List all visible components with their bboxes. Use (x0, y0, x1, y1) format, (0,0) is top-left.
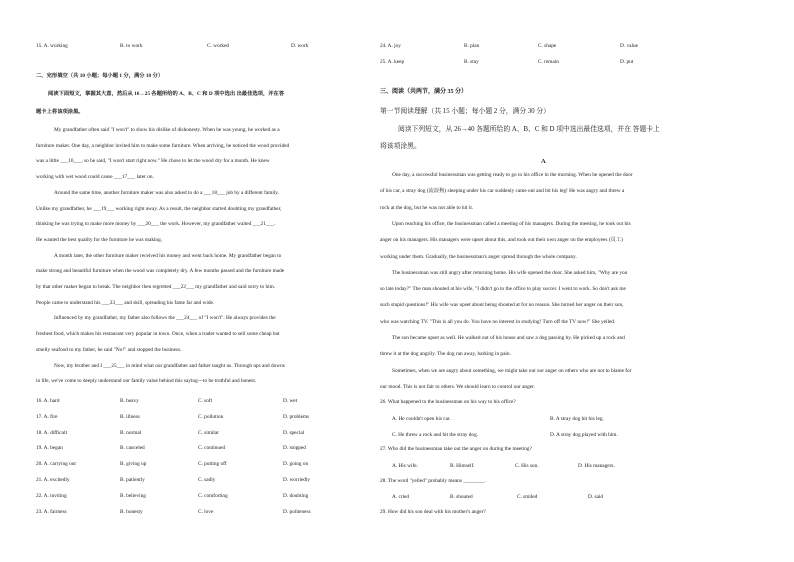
question-29: 29. How did his son deal with his mother's anger? (380, 509, 486, 515)
option-text: D. value (620, 43, 638, 49)
passage-line: threw it at the dog angrily. The dog ran away, barking in pain. (380, 351, 511, 358)
option-text: C. worked (207, 43, 230, 49)
section-instructions: 题卡上将该项涂黑。 (36, 109, 84, 115)
passage-line: Sometimes, when we are angry about something, we might take out our anger on others who are not to blame for (392, 367, 632, 374)
section-instructions: 将该项涂黑。 (380, 143, 421, 150)
section-title: 三、阅读（共两节，满分 35 分） (380, 89, 468, 95)
option-text: A. His wife. (392, 463, 418, 469)
option-text: C. putting off (198, 461, 227, 468)
option-text: C. smiled (517, 494, 538, 500)
passage-line: working under them. Gradually, the businessman's anger spread through the whole company. (380, 253, 577, 260)
option-text: 15. A. working (36, 43, 68, 49)
passage-line: The businessman was still angry after returning home. His wife opened the door. She asked him, "Why are you (392, 269, 628, 276)
passage-line: rock at the dog, but he was not able to hit it. (380, 204, 474, 211)
passage-line: smelly seafood to my father, he said "No!" and stopped the business. (36, 346, 182, 353)
passage-letter: A (541, 158, 546, 165)
option-text: 25. A. keep (380, 59, 405, 65)
passage-line: The son became upset as well. He walked out of his house and saw a dog passing by. He picked up a rock and (392, 335, 625, 341)
option-text: B. patiently (120, 477, 145, 483)
passage-line: working with wet wood could cause ___17___ later on. (36, 174, 154, 181)
option-text: C. shape (538, 43, 557, 49)
option-text: C. love (198, 508, 214, 515)
option-text: B. stay (464, 59, 479, 65)
passage-line: by that other maker began to break. The neighbor then regretted ___22___ my grandfather and said sorry to him. (36, 284, 276, 290)
option-text: 20. A. carrying out (36, 461, 76, 468)
section-subtitle: 第一节阅读理解（共 15 小题；每小题 2 分，满分 30 分） (380, 108, 550, 115)
passage-line: One day, a successful businessman was getting ready to go to his office in the morning. When he opened the door (392, 172, 633, 178)
option-text: D. worriedly (283, 477, 311, 483)
option-text: D. going on (283, 461, 309, 468)
option-text: B. normal (120, 429, 142, 436)
option-text: 24. A. joy (380, 43, 401, 49)
option-text: C. comforting (198, 492, 228, 499)
option-text: D. wet (283, 398, 298, 404)
option-text: D. work (291, 43, 309, 49)
section-instructions: 阅读下列短文，从 26→40 各题所给的 A、B、C 和 D 项中选出最佳选项，并在 答题卡上 (398, 126, 660, 133)
passage-line: freshest food, which makes his restaurant very popular in town. Once, when a trader wanted to sell some cheap but (36, 331, 280, 338)
section-title: 二、完形填空（共 10 小题；每小题 1 分，满分 10 分） (36, 73, 164, 79)
passage-line: People came to understand his ___23___ and skill, spreading his fame far and wide. (36, 299, 215, 306)
section-instructions: 阅读下面短文，掌握其大意，然后从 16→25 各题所给的 A、B、C 和 D 项中选出 出最佳选项，并在答 (48, 91, 285, 97)
option-text: B. shouted (450, 494, 473, 500)
passage-line: My grandfather often said "I won't" to show his dislike of dishonesty. When he was young, he worked as a (54, 127, 280, 133)
passage-line: anger on his managers. His managers were upset about this, and took out their own anger on the employees (员工) (380, 237, 623, 244)
question-28: 28. The word "yelled" probably means ________. (380, 478, 486, 484)
passage-line: furniture maker. One day, a neighbor invited him to make some furniture. When arriving, he noticed the wood provided (36, 142, 290, 149)
option-text: C. He threw a rock and hit the stray dog. (392, 432, 479, 438)
passage-line: of his car, a stray dog (流浪狗) sleeping under his car suddenly came out and bit his leg! He was angry and threw a (380, 188, 625, 195)
option-text: D. said (588, 494, 604, 500)
option-text: 18. A. difficult (36, 429, 68, 436)
passage-line: Upon reaching his office, the businessman called a meeting of his managers. During the meeting, he took out his (392, 220, 631, 227)
option-text: B. plan (464, 43, 480, 49)
passage-line: so late today?" The man shouted at his wife, "I didn't go to the office to play soccer. I went to work. So don't ask me (380, 286, 626, 293)
option-text: D. problems (283, 413, 310, 420)
option-text: A. cried (392, 494, 410, 500)
option-text: B. honesty (120, 508, 143, 515)
passage-line: such stupid questions!" His wife was upset about being shouted at for no reason. She turned her anger on their son, (380, 302, 624, 309)
option-text: D. put (620, 59, 634, 65)
option-text: 19. A. began (36, 445, 63, 452)
option-text: C. soft (198, 398, 213, 404)
option-text: D. doubting (283, 492, 309, 499)
option-text: C. continued (198, 445, 226, 452)
passage-line: was a little ___16___, so he said, "I won't start right now." He chose to let the wood dry for a month. He knew (36, 158, 270, 165)
option-text: B. giving up (120, 461, 147, 468)
option-text: A. He couldn't open his car. (392, 416, 451, 422)
passage-line: Unlike my grandfather, he ___19___ working right away. As a result, the neighbor started doubting my grandfather, (36, 205, 282, 212)
option-text: B. Himself. (450, 463, 475, 469)
passage-line: thinking he was trying to make more money by ___20___ the work. However, my grandfather waited ___21___. (36, 221, 276, 228)
option-text: D. His managers. (578, 463, 615, 469)
option-text: C. pollution (198, 413, 224, 420)
option-text: D. stopped (283, 445, 306, 452)
passage-line: in life, we've come to deeply understand our family value behind this saying—to be truthful and honest. (36, 378, 257, 385)
option-text: D. special (283, 429, 305, 436)
passage-line: make strong and beautiful furniture when the wood was completely dry. A few months passed and the furniture made (36, 268, 285, 275)
option-text: B. A stray dog bit his leg. (550, 416, 604, 422)
option-text: C. His son. (515, 463, 539, 469)
passage-line: who was watching TV. "This is all you do. You have no interest in studying! Turn off the TV now!" She yelled. (380, 318, 616, 325)
option-text: B. heavy (120, 398, 139, 404)
option-text: B. illness (120, 413, 140, 420)
option-text: B. believing (120, 492, 146, 499)
option-text: B. to work (120, 43, 143, 49)
passage-line: A month later, the other furniture maker received his money and went back home. My grandfather began to (54, 252, 282, 259)
option-text: D. A stray dog played with him. (550, 432, 618, 438)
option-text: C. similar (198, 429, 219, 436)
passage-line: our mood. This is not fair to others. We should learn to control our anger. (380, 383, 535, 390)
question-26: 26. What happened to the businessman on his way to his office? (380, 399, 516, 405)
option-text: B. canceled (120, 445, 145, 452)
option-text: 21. A. excitedly (36, 477, 70, 483)
option-text: 22. A. inviting (36, 492, 67, 499)
option-text: D. politeness (283, 508, 311, 515)
question-27: 27. Who did the businessman take out the anger on during the meeting? (380, 446, 532, 452)
option-text: C. remain (538, 59, 559, 65)
passage-line: Now, my brother and I ___25___ in mind what our grandfather and father taught us. Through ups and downs (54, 362, 285, 369)
option-text: 23. A. fairness (36, 508, 67, 515)
passage-line: Influenced by my grandfather, my father also follows the ___24___ of "I won't". He always provides the (54, 315, 276, 322)
option-text: 17. A. fire (36, 413, 58, 420)
option-text: C. sadly (198, 477, 216, 483)
passage-line: He wanted the best quality for the furniture he was making. (36, 236, 163, 243)
option-text: 16. A. hard (36, 398, 60, 404)
passage-line: Around the same time, another furniture maker was also asked to do a ___18___ job by a different family. (54, 189, 279, 196)
